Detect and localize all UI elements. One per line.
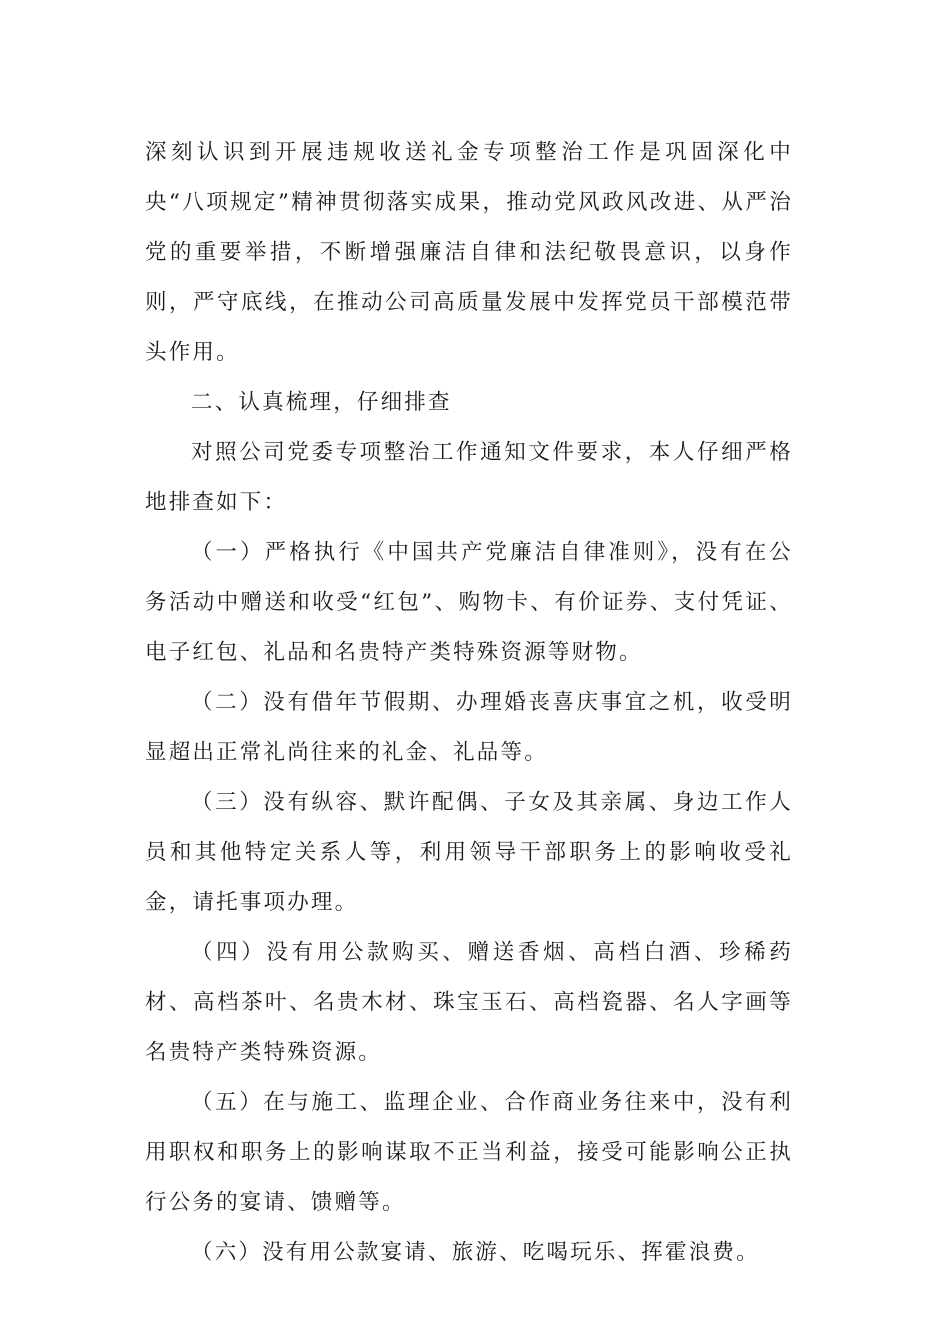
list-item-two: （二）没有借年节假期、办理婚丧喜庆事宜之机，收受明显超出正常礼尚往来的礼金、礼品等。 [145,690,793,765]
list-item-four: （四）没有用公款购买、赠送香烟、高档白酒、珍稀药材、高档茶叶、名贵木材、珠宝玉石、高档瓷器、名人字画等名贵特产类特殊资源。 [145,940,793,1065]
list-item-one: （一）严格执行《中国共产党廉洁自律准则》，没有在公务活动中赠送和收受“红包”、购物卡、有价证券、支付凭证、电子红包、礼品和名贵特产类特殊资源等财物。 [145,540,793,665]
document-body [145,128,793,1278]
section-heading-two: 二、认真梳理，仔细排查 [191,390,452,415]
list-item-six: （六）没有用公款宴请、旅游、吃喝玩乐、挥霍浪费。 [191,1240,760,1265]
paragraph-check-intro: 对照公司党委专项整治工作通知文件要求，本人仔细严格地排查如下： [145,440,793,515]
list-item-three: （三）没有纵容、默许配偶、子女及其亲属、身边工作人员和其他特定关系人等，利用领导干部职务上的影响收受礼金，请托事项办理。 [145,790,793,915]
paragraph-intro-continuation: 深刻认识到开展违规收送礼金专项整治工作是巩固深化中央“八项规定”精神贯彻落实成果，推动党风政风改进、从严治党的重要举措，不断增强廉洁自律和法纪敬畏意识，以身作则，严守底线，在推动公司高质量发展中发挥党员干部模范带头作用。 [145,140,793,365]
list-item-five: （五）在与施工、监理企业、合作商业务往来中，没有利用职权和职务上的影响谋取不正当利益，接受可能影响公正执行公务的宴请、馈赠等。 [145,1090,793,1215]
